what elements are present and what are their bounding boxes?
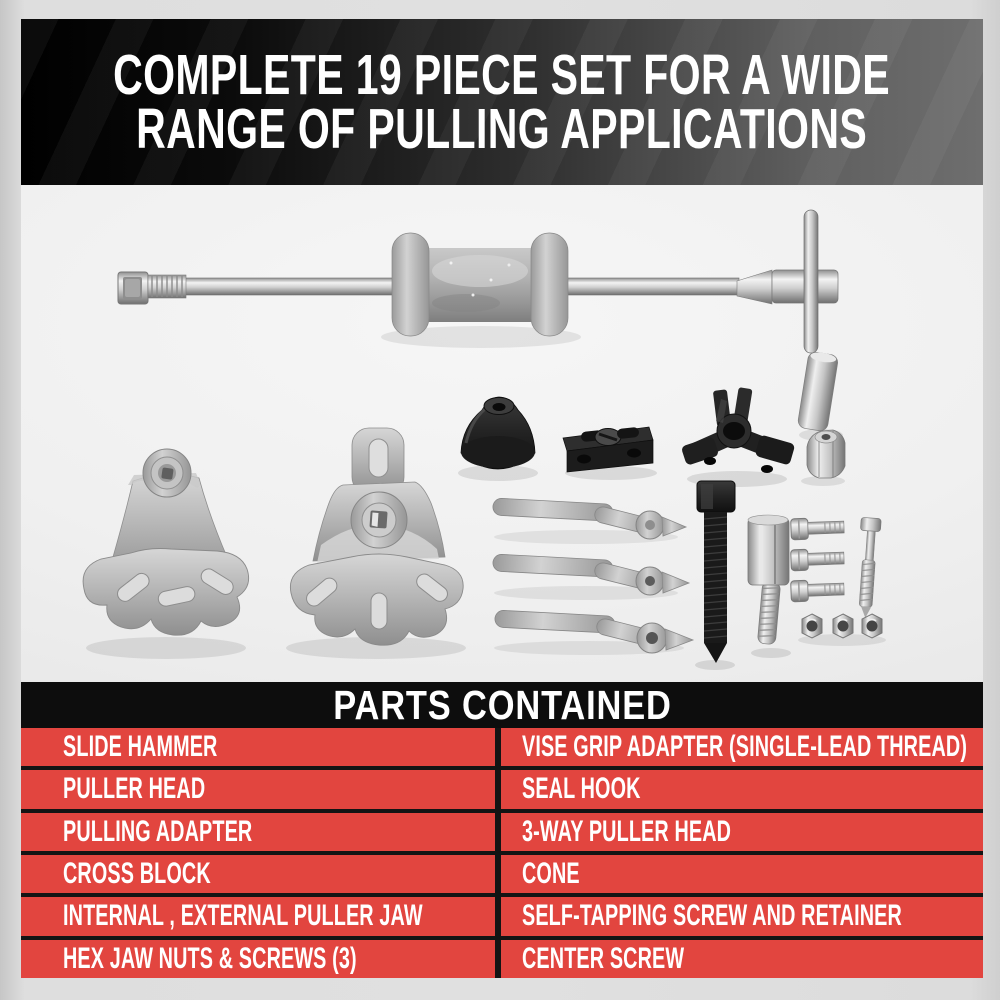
vise-grip-adapter xyxy=(748,515,789,645)
product-photo-area xyxy=(21,185,983,682)
part-name: SELF-TAPPING SCREW AND RETAINER xyxy=(522,899,902,933)
parts-table-header xyxy=(21,682,983,728)
hex-nuts xyxy=(802,614,882,638)
part-cell xyxy=(501,897,983,935)
table-row xyxy=(21,728,983,770)
part-name: HEX JAW NUTS & SCREWS (3) xyxy=(63,941,357,975)
cross-block xyxy=(563,427,653,472)
part-cell xyxy=(21,940,501,978)
puller-head xyxy=(83,449,249,635)
three-way-puller-head xyxy=(681,387,796,473)
part-name: CROSS BLOCK xyxy=(63,857,211,891)
self-tapping-screw xyxy=(854,517,881,618)
part-cell xyxy=(21,897,501,935)
part-name: 3-WAY PULLER HEAD xyxy=(522,814,732,848)
center-screw xyxy=(697,481,735,663)
part-name: SEAL HOOK xyxy=(522,772,641,806)
part-cell xyxy=(21,855,501,893)
parts-table xyxy=(21,682,983,978)
part-cell xyxy=(21,770,501,808)
part-cell xyxy=(501,813,983,851)
parts-table-body xyxy=(21,728,983,978)
headline-banner xyxy=(21,19,983,185)
part-cell xyxy=(501,855,983,893)
part-name: SLIDE HAMMER xyxy=(63,730,218,764)
hex-bolts xyxy=(791,517,845,602)
part-cell xyxy=(21,728,501,766)
t-handle xyxy=(804,210,818,353)
part-cell xyxy=(501,770,983,808)
headline-line-1: COMPLETE 19 PIECE SET FOR A WIDE xyxy=(113,43,891,107)
table-row xyxy=(21,855,983,897)
cone xyxy=(461,397,535,469)
pin-adapter xyxy=(797,351,839,432)
part-cell xyxy=(501,728,983,766)
part-cell xyxy=(501,940,983,978)
part-name: INTERNAL , EXTERNAL PULLER JAW xyxy=(63,899,423,933)
table-row xyxy=(21,813,983,855)
table-row xyxy=(21,770,983,812)
parts-table-title: PARTS CONTAINED xyxy=(332,681,672,728)
part-name: PULLER HEAD xyxy=(63,772,206,806)
tools-illustration xyxy=(21,185,983,682)
headline-line-2: RANGE OF PULLING APPLICATIONS xyxy=(136,97,868,161)
acorn-nut xyxy=(807,430,845,478)
part-cell xyxy=(21,813,501,851)
table-row xyxy=(21,897,983,939)
pulling-adapter xyxy=(290,428,463,645)
hammer-weight xyxy=(392,233,568,336)
part-name: PULLING ADAPTER xyxy=(63,814,253,848)
table-row xyxy=(21,940,983,978)
part-name: CENTER SCREW xyxy=(522,941,685,975)
part-name: CONE xyxy=(522,857,580,891)
part-name: VISE GRIP ADAPTER (SINGLE-LEAD THREAD) xyxy=(522,730,968,764)
